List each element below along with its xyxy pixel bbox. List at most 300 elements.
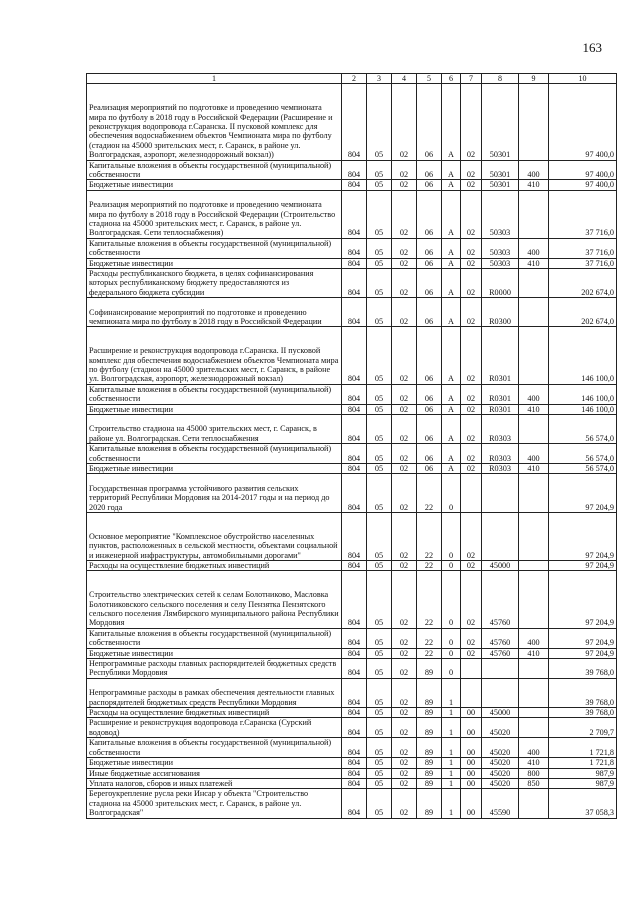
cell-section-code: 05 <box>367 768 392 778</box>
cell-program-code: 89 <box>417 708 442 718</box>
cell-direction-code: 50303 <box>482 238 519 258</box>
row-description: Расходы на осуществление бюджетных инвестиций <box>87 708 342 718</box>
cell-program-code: 22 <box>417 571 442 628</box>
cell-program-code: 06 <box>417 384 442 404</box>
cell-direction-code: 50303 <box>482 258 519 268</box>
cell-amount: 37 716,0 <box>549 258 617 268</box>
cell-program-code: 22 <box>417 513 442 561</box>
cell-section-code: 05 <box>367 628 392 648</box>
column-header: 5 <box>417 74 442 84</box>
table-row <box>87 678 617 707</box>
cell-event-code: 02 <box>461 464 482 474</box>
cell-ministry-code: 804 <box>342 678 367 707</box>
cell-amount: 97 400,0 <box>549 180 617 190</box>
cell-subprogram-code: А <box>442 84 461 160</box>
cell-subprogram-code: 1 <box>442 738 461 758</box>
table-row <box>87 258 617 268</box>
table-row <box>87 789 617 818</box>
cell-program-code: 06 <box>417 444 442 464</box>
row-description: Уплата налогов, сборов и иных платежей <box>87 778 342 788</box>
cell-event-code: 02 <box>461 238 482 258</box>
cell-direction-code: R0301 <box>482 327 519 384</box>
cell-program-code: 06 <box>417 84 442 160</box>
cell-amount: 97 204,9 <box>549 648 617 658</box>
cell-expense-type <box>519 571 549 628</box>
cell-ministry-code: 804 <box>342 648 367 658</box>
cell-program-code: 89 <box>417 778 442 788</box>
table-row <box>87 708 617 718</box>
cell-amount: 2 709,7 <box>549 718 617 738</box>
cell-ministry-code: 804 <box>342 708 367 718</box>
cell-section-code: 05 <box>367 384 392 404</box>
cell-event-code: 02 <box>461 628 482 648</box>
column-header: 10 <box>549 74 617 84</box>
column-header: 6 <box>442 74 461 84</box>
cell-program-code: 22 <box>417 561 442 571</box>
table-row <box>87 190 617 238</box>
cell-direction-code <box>482 513 519 561</box>
page-number: 163 <box>582 40 602 55</box>
cell-subprogram-code: 1 <box>442 708 461 718</box>
row-description: Расходы на осуществление бюджетных инвестиций <box>87 561 342 571</box>
cell-ministry-code: 804 <box>342 404 367 414</box>
cell-subprogram-code: 0 <box>442 628 461 648</box>
cell-subprogram-code: 1 <box>442 718 461 738</box>
cell-expense-type: 410 <box>519 464 549 474</box>
cell-subsection-code: 02 <box>392 778 417 788</box>
cell-event-code: 02 <box>461 180 482 190</box>
cell-program-code: 06 <box>417 258 442 268</box>
cell-expense-type: 400 <box>519 384 549 404</box>
table-row <box>87 444 617 464</box>
cell-section-code: 05 <box>367 708 392 718</box>
cell-program-code: 22 <box>417 474 442 513</box>
cell-direction-code <box>482 678 519 707</box>
cell-section-code: 05 <box>367 464 392 474</box>
cell-subsection-code: 02 <box>392 628 417 648</box>
table-row <box>87 384 617 404</box>
cell-direction-code: 50303 <box>482 190 519 238</box>
cell-amount: 39 768,0 <box>549 678 617 707</box>
cell-ministry-code: 804 <box>342 415 367 444</box>
cell-subsection-code: 02 <box>392 269 417 298</box>
cell-subprogram-code: А <box>442 327 461 384</box>
table-row <box>87 768 617 778</box>
cell-section-code: 05 <box>367 327 392 384</box>
cell-amount: 97 204,9 <box>549 474 617 513</box>
cell-event-code: 02 <box>461 648 482 658</box>
cell-subsection-code: 02 <box>392 190 417 238</box>
row-description: Капитальные вложения в объекты государственной (муниципальной) собственности <box>87 160 342 180</box>
cell-expense-type <box>519 561 549 571</box>
cell-subsection-code: 02 <box>392 678 417 707</box>
cell-subsection-code: 02 <box>392 561 417 571</box>
row-description: Бюджетные инвестиции <box>87 180 342 190</box>
cell-section-code: 05 <box>367 513 392 561</box>
cell-direction-code: R0301 <box>482 384 519 404</box>
row-description: Строительство стадиона на 45000 зрительских мест, г. Саранск, в районе ул. Волгоградская. Сети теплоснабжения <box>87 415 342 444</box>
cell-expense-type: 400 <box>519 444 549 464</box>
table-row <box>87 513 617 561</box>
cell-amount: 1 721,8 <box>549 758 617 768</box>
cell-expense-type <box>519 789 549 818</box>
cell-subprogram-code: 0 <box>442 571 461 628</box>
cell-direction-code: 45020 <box>482 738 519 758</box>
cell-subsection-code: 02 <box>392 84 417 160</box>
cell-direction-code: R0303 <box>482 444 519 464</box>
cell-ministry-code: 804 <box>342 84 367 160</box>
cell-amount: 97 204,9 <box>549 513 617 561</box>
cell-expense-type: 410 <box>519 258 549 268</box>
cell-amount: 56 574,0 <box>549 444 617 464</box>
cell-expense-type <box>519 327 549 384</box>
cell-subsection-code: 02 <box>392 464 417 474</box>
cell-direction-code <box>482 474 519 513</box>
cell-ministry-code: 804 <box>342 561 367 571</box>
cell-event-code: 02 <box>461 561 482 571</box>
cell-section-code: 05 <box>367 648 392 658</box>
cell-ministry-code: 804 <box>342 160 367 180</box>
cell-subsection-code: 02 <box>392 160 417 180</box>
cell-subprogram-code: А <box>442 160 461 180</box>
cell-direction-code: 45000 <box>482 561 519 571</box>
cell-subprogram-code: 1 <box>442 678 461 707</box>
cell-section-code: 05 <box>367 738 392 758</box>
cell-program-code: 22 <box>417 648 442 658</box>
cell-ministry-code: 804 <box>342 269 367 298</box>
cell-section-code: 05 <box>367 298 392 327</box>
cell-event-code: 02 <box>461 384 482 404</box>
cell-expense-type <box>519 190 549 238</box>
column-header: 8 <box>482 74 519 84</box>
cell-expense-type: 400 <box>519 628 549 648</box>
table-row <box>87 84 617 160</box>
cell-amount: 987,9 <box>549 768 617 778</box>
cell-ministry-code: 804 <box>342 464 367 474</box>
cell-event-code: 00 <box>461 768 482 778</box>
budget-table <box>86 73 617 819</box>
cell-direction-code: 45760 <box>482 648 519 658</box>
cell-program-code: 06 <box>417 327 442 384</box>
cell-event-code: 02 <box>461 269 482 298</box>
column-header: 1 <box>87 74 342 84</box>
cell-subsection-code: 02 <box>392 404 417 414</box>
cell-event-code: 00 <box>461 758 482 768</box>
table-row <box>87 160 617 180</box>
cell-amount: 37 058,3 <box>549 789 617 818</box>
cell-direction-code: R0303 <box>482 415 519 444</box>
cell-program-code: 22 <box>417 628 442 648</box>
cell-subprogram-code: А <box>442 404 461 414</box>
cell-ministry-code: 804 <box>342 768 367 778</box>
cell-event-code: 02 <box>461 258 482 268</box>
cell-ministry-code: 804 <box>342 298 367 327</box>
cell-expense-type <box>519 84 549 160</box>
row-description: Иные бюджетные ассигнования <box>87 768 342 778</box>
cell-section-code: 05 <box>367 404 392 414</box>
cell-expense-type: 850 <box>519 778 549 788</box>
cell-program-code: 06 <box>417 298 442 327</box>
cell-subsection-code: 02 <box>392 738 417 758</box>
cell-subsection-code: 02 <box>392 474 417 513</box>
cell-section-code: 05 <box>367 758 392 768</box>
cell-subsection-code: 02 <box>392 384 417 404</box>
cell-amount: 146 100,0 <box>549 404 617 414</box>
cell-expense-type <box>519 269 549 298</box>
cell-event-code: 02 <box>461 444 482 464</box>
cell-ministry-code: 804 <box>342 190 367 238</box>
cell-amount: 97 204,9 <box>549 628 617 648</box>
table-row <box>87 628 617 648</box>
row-description: Расширение и реконструкция водопровода г.Саранска (Сурский водовод) <box>87 718 342 738</box>
table-row <box>87 778 617 788</box>
cell-ministry-code: 804 <box>342 474 367 513</box>
cell-event-code: 02 <box>461 327 482 384</box>
cell-expense-type <box>519 298 549 327</box>
table-row <box>87 561 617 571</box>
column-header: 4 <box>392 74 417 84</box>
column-header: 3 <box>367 74 392 84</box>
cell-amount: 987,9 <box>549 778 617 788</box>
cell-ministry-code: 804 <box>342 738 367 758</box>
cell-ministry-code: 804 <box>342 758 367 768</box>
cell-event-code: 00 <box>461 738 482 758</box>
cell-expense-type <box>519 678 549 707</box>
cell-subprogram-code: 0 <box>442 513 461 561</box>
cell-expense-type: 400 <box>519 160 549 180</box>
cell-direction-code: 50301 <box>482 84 519 160</box>
column-header: 2 <box>342 74 367 84</box>
row-description: Расходы республиканского бюджета, в целях софинансирования которых республиканскому бюджету предоставляются из федерального бюджета субсидии <box>87 269 342 298</box>
cell-program-code: 89 <box>417 758 442 768</box>
row-description: Капитальные вложения в объекты государственной (муниципальной) собственности <box>87 444 342 464</box>
cell-direction-code: 45760 <box>482 571 519 628</box>
cell-subprogram-code: А <box>442 384 461 404</box>
cell-amount: 1 721,8 <box>549 738 617 758</box>
cell-subprogram-code: 1 <box>442 778 461 788</box>
cell-ministry-code: 804 <box>342 628 367 648</box>
cell-program-code: 89 <box>417 768 442 778</box>
cell-section-code: 05 <box>367 269 392 298</box>
cell-expense-type: 410 <box>519 180 549 190</box>
cell-direction-code: 45020 <box>482 758 519 768</box>
cell-event-code: 02 <box>461 160 482 180</box>
cell-subsection-code: 02 <box>392 648 417 658</box>
cell-subsection-code: 02 <box>392 513 417 561</box>
cell-event-code: 02 <box>461 404 482 414</box>
cell-direction-code: R0300 <box>482 298 519 327</box>
cell-direction-code: 50301 <box>482 180 519 190</box>
cell-program-code: 06 <box>417 238 442 258</box>
cell-subprogram-code: 0 <box>442 648 461 658</box>
cell-section-code: 05 <box>367 778 392 788</box>
cell-direction-code: 45020 <box>482 768 519 778</box>
table-row <box>87 571 617 628</box>
cell-amount: 146 100,0 <box>549 384 617 404</box>
cell-program-code: 89 <box>417 678 442 707</box>
cell-program-code: 89 <box>417 738 442 758</box>
cell-subsection-code: 02 <box>392 659 417 679</box>
cell-subprogram-code: А <box>442 190 461 238</box>
cell-amount: 39 768,0 <box>549 659 617 679</box>
table-row <box>87 758 617 768</box>
cell-event-code: 02 <box>461 513 482 561</box>
cell-expense-type <box>519 718 549 738</box>
table-row <box>87 464 617 474</box>
table-row <box>87 648 617 658</box>
cell-amount: 37 716,0 <box>549 190 617 238</box>
cell-subprogram-code: А <box>442 464 461 474</box>
table-row <box>87 659 617 679</box>
cell-section-code: 05 <box>367 238 392 258</box>
cell-amount: 97 204,9 <box>549 561 617 571</box>
cell-program-code: 89 <box>417 659 442 679</box>
cell-subsection-code: 02 <box>392 708 417 718</box>
cell-ministry-code: 804 <box>342 384 367 404</box>
cell-event-code: 02 <box>461 415 482 444</box>
cell-subprogram-code: А <box>442 258 461 268</box>
cell-direction-code: R0303 <box>482 464 519 474</box>
cell-ministry-code: 804 <box>342 718 367 738</box>
cell-subprogram-code: 1 <box>442 789 461 818</box>
cell-section-code: 05 <box>367 474 392 513</box>
row-description: Бюджетные инвестиции <box>87 648 342 658</box>
cell-section-code: 05 <box>367 659 392 679</box>
cell-section-code: 05 <box>367 444 392 464</box>
cell-ministry-code: 804 <box>342 444 367 464</box>
row-description: Реализация мероприятий по подготовке и проведению чемпионата мира по футболу в 2018 году в Российской Федерации (Строительство стадиона на 45000 зрительских мест, г. Саранск, в районе ул. Волгоградская. Сети теплоснабжения) <box>87 190 342 238</box>
cell-direction-code: 45760 <box>482 628 519 648</box>
row-description: Капитальные вложения в объекты государственной (муниципальной) собственности <box>87 384 342 404</box>
row-description: Непрограммные расходы главных распорядителей бюджетных средств Республики Мордовия <box>87 659 342 679</box>
cell-section-code: 05 <box>367 718 392 738</box>
row-description: Строительство электрических сетей к селам Болотниково, Масловка Болотниковского сельского поселения и селу Пензятка Пензятского сельского поселения Лямбирского муниципального района Республики Мордовия <box>87 571 342 628</box>
cell-amount: 56 574,0 <box>549 415 617 444</box>
row-description: Бюджетные инвестиции <box>87 464 342 474</box>
cell-program-code: 89 <box>417 789 442 818</box>
cell-amount: 56 574,0 <box>549 464 617 474</box>
cell-section-code: 05 <box>367 84 392 160</box>
table-body <box>87 84 617 818</box>
cell-event-code: 02 <box>461 571 482 628</box>
cell-subprogram-code: А <box>442 238 461 258</box>
cell-expense-type <box>519 415 549 444</box>
cell-subprogram-code: 0 <box>442 561 461 571</box>
table-row <box>87 327 617 384</box>
cell-subprogram-code: 1 <box>442 758 461 768</box>
row-description: Берегоукрепление русла реки Инсар у объекта "Строительство стадиона на 45000 зрительских мест, г. Саранск, в районе ул. Волгоградская" <box>87 789 342 818</box>
cell-subprogram-code: А <box>442 180 461 190</box>
cell-expense-type <box>519 513 549 561</box>
cell-program-code: 89 <box>417 718 442 738</box>
row-description: Бюджетные инвестиции <box>87 258 342 268</box>
cell-event-code <box>461 474 482 513</box>
cell-ministry-code: 804 <box>342 571 367 628</box>
cell-subsection-code: 02 <box>392 258 417 268</box>
cell-subsection-code: 02 <box>392 327 417 384</box>
cell-amount: 202 674,0 <box>549 298 617 327</box>
row-description: Бюджетные инвестиции <box>87 404 342 414</box>
cell-amount: 202 674,0 <box>549 269 617 298</box>
cell-section-code: 05 <box>367 180 392 190</box>
cell-amount: 39 768,0 <box>549 708 617 718</box>
cell-direction-code <box>482 659 519 679</box>
cell-ministry-code: 804 <box>342 778 367 788</box>
cell-direction-code: 45020 <box>482 718 519 738</box>
cell-event-code <box>461 678 482 707</box>
cell-section-code: 05 <box>367 789 392 818</box>
cell-direction-code: R0000 <box>482 269 519 298</box>
row-description: Капитальные вложения в объекты государственной (муниципальной) собственности <box>87 628 342 648</box>
table-row <box>87 474 617 513</box>
table-row <box>87 738 617 758</box>
row-description: Бюджетные инвестиции <box>87 758 342 768</box>
cell-subsection-code: 02 <box>392 238 417 258</box>
cell-ministry-code: 804 <box>342 327 367 384</box>
cell-amount: 97 400,0 <box>549 160 617 180</box>
cell-event-code: 02 <box>461 298 482 327</box>
cell-section-code: 05 <box>367 160 392 180</box>
table-row <box>87 415 617 444</box>
cell-amount: 37 716,0 <box>549 238 617 258</box>
cell-amount: 97 400,0 <box>549 84 617 160</box>
row-description: Капитальные вложения в объекты государственной (муниципальной) собственности <box>87 238 342 258</box>
row-description: Государственная программа устойчивого развития сельских территорий Республики Мордовия на 2014-2017 годы и на период до 2020 года <box>87 474 342 513</box>
cell-subprogram-code: А <box>442 444 461 464</box>
cell-subsection-code: 02 <box>392 415 417 444</box>
cell-expense-type: 400 <box>519 738 549 758</box>
cell-direction-code: R0301 <box>482 404 519 414</box>
table-row <box>87 718 617 738</box>
cell-ministry-code: 804 <box>342 238 367 258</box>
cell-ministry-code: 804 <box>342 789 367 818</box>
cell-ministry-code: 804 <box>342 513 367 561</box>
cell-direction-code: 45020 <box>482 778 519 788</box>
cell-program-code: 06 <box>417 269 442 298</box>
cell-expense-type: 410 <box>519 648 549 658</box>
cell-expense-type <box>519 474 549 513</box>
cell-subsection-code: 02 <box>392 789 417 818</box>
cell-expense-type: 410 <box>519 758 549 768</box>
row-description: Реализация мероприятий по подготовке и проведению чемпионата мира по футболу в 2018 году в Российской Федерации (Расширение и реконструкция водопровода г.Саранска. II пусковой комплекс для обеспечения водоснабжением объектов Чемпионата мира по футболу (стадион на 45000 зрительских мест, г. Саранск, в районе ул. Волгоградская, аэропорт, железнодорожный вокзал)) <box>87 84 342 160</box>
cell-section-code: 05 <box>367 415 392 444</box>
cell-section-code: 05 <box>367 190 392 238</box>
cell-program-code: 06 <box>417 160 442 180</box>
cell-event-code: 00 <box>461 778 482 788</box>
cell-program-code: 06 <box>417 404 442 414</box>
cell-event-code: 00 <box>461 708 482 718</box>
cell-program-code: 06 <box>417 180 442 190</box>
cell-subprogram-code: А <box>442 298 461 327</box>
cell-section-code: 05 <box>367 571 392 628</box>
cell-direction-code: 45000 <box>482 708 519 718</box>
cell-subprogram-code: 1 <box>442 768 461 778</box>
cell-program-code: 06 <box>417 190 442 238</box>
cell-direction-code: 50301 <box>482 160 519 180</box>
cell-ministry-code: 804 <box>342 659 367 679</box>
cell-subsection-code: 02 <box>392 298 417 327</box>
cell-expense-type: 800 <box>519 768 549 778</box>
cell-subsection-code: 02 <box>392 768 417 778</box>
cell-subsection-code: 02 <box>392 444 417 464</box>
row-description: Капитальные вложения в объекты государственной (муниципальной) собственности <box>87 738 342 758</box>
table-header-row <box>87 74 617 84</box>
cell-expense-type <box>519 708 549 718</box>
cell-section-code: 05 <box>367 258 392 268</box>
cell-expense-type: 400 <box>519 238 549 258</box>
cell-subsection-code: 02 <box>392 180 417 190</box>
cell-event-code <box>461 659 482 679</box>
